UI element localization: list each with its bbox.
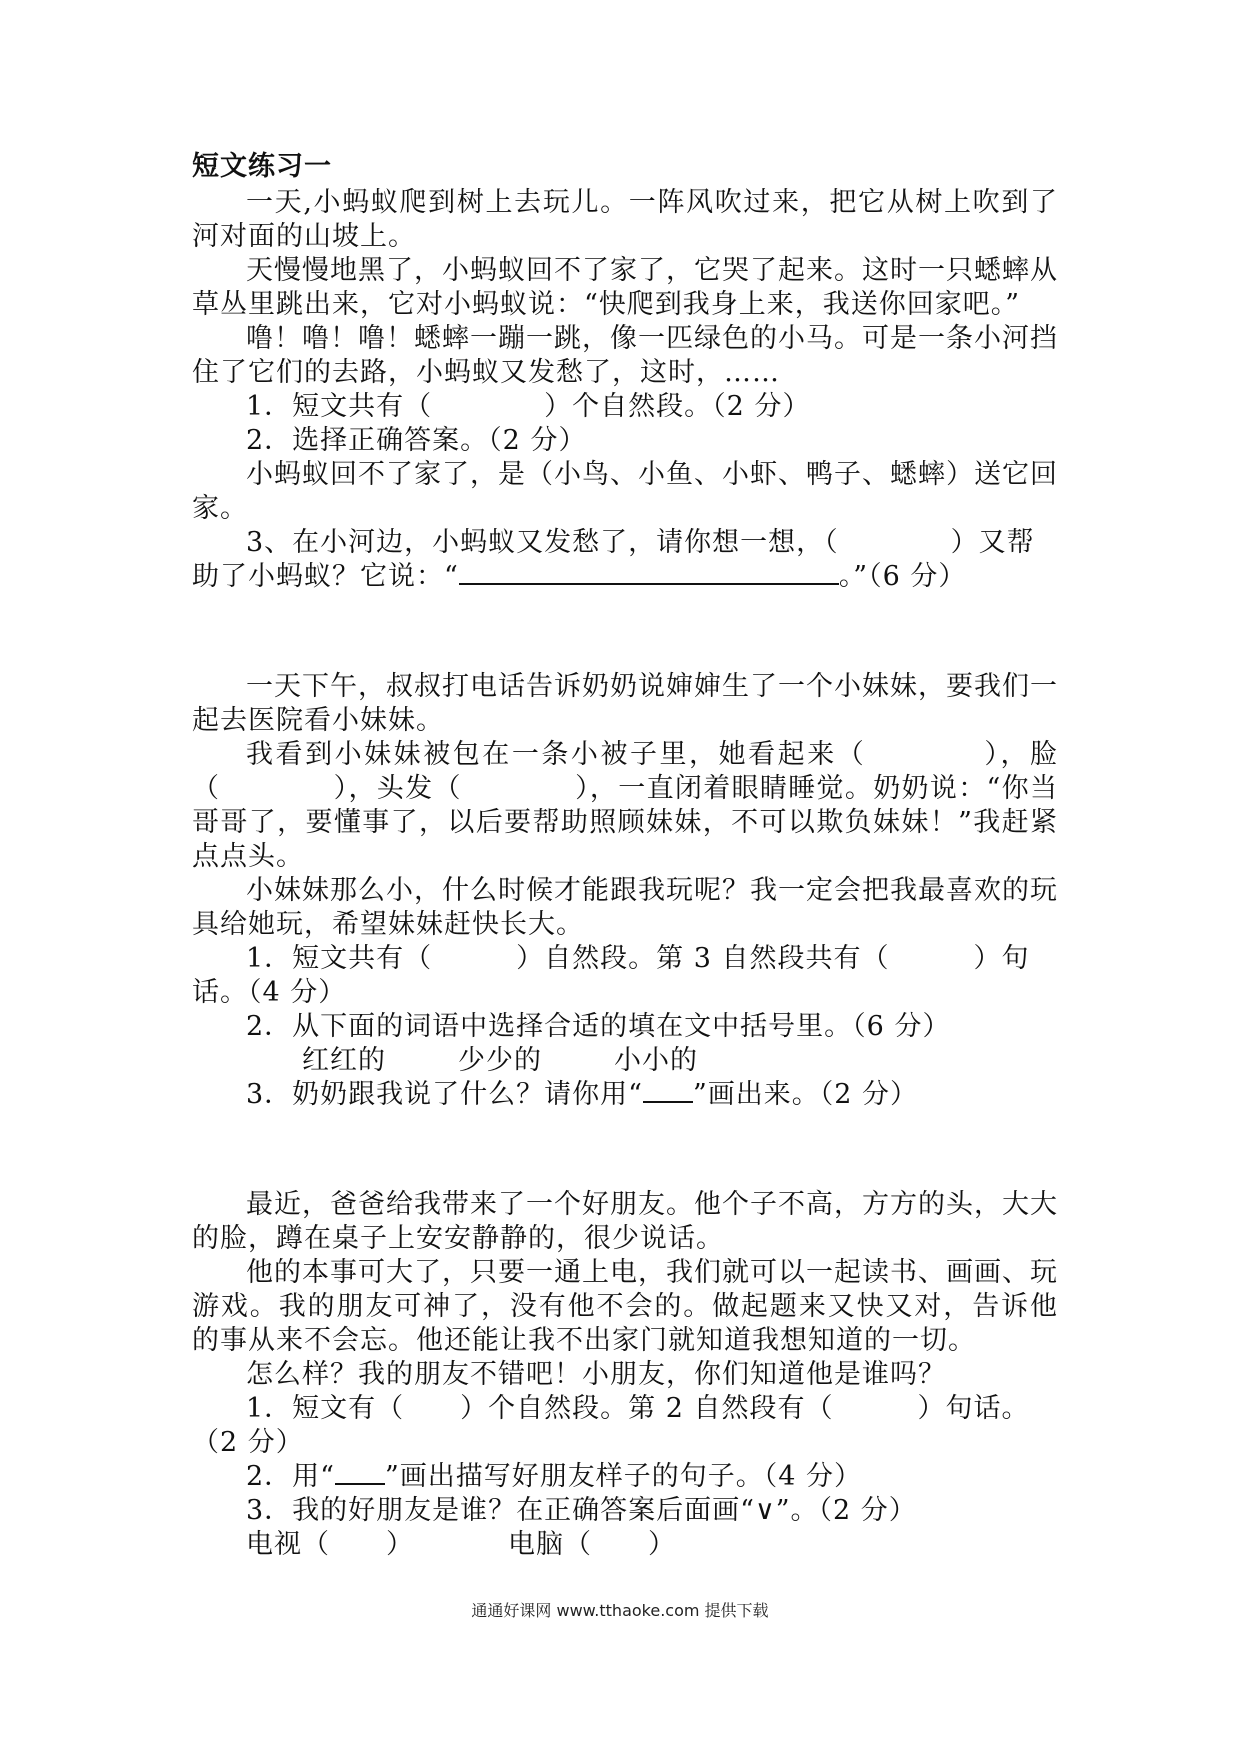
s1-question-3 xyxy=(192,526,1058,594)
word-option: 小小的 xyxy=(614,1045,698,1076)
s2-question-3-score: ”画出来。（2 分） xyxy=(692,1079,919,1110)
s2-question-1: 1．短文共有（ ）自然段。第 3 自然段共有（ ）句话。（4 分） xyxy=(192,943,1030,1008)
answer-choices xyxy=(192,1528,1058,1562)
s1-question-3-score: 。”（6 分） xyxy=(838,561,967,592)
answer-line[interactable] xyxy=(459,561,839,585)
underline-sample xyxy=(643,1079,693,1103)
s3-question-3: 3．我的好朋友是谁？在正确答案后面画“∨”。（2 分） xyxy=(246,1495,917,1526)
choice-computer[interactable]: 电脑（ ） xyxy=(508,1529,676,1560)
s3-question-2 xyxy=(192,1460,1058,1494)
worksheet xyxy=(192,150,1058,1562)
footer-credit: 通通好课网 www.tthaoke.com 提供下载 xyxy=(471,1601,769,1620)
word-option: 红红的 xyxy=(302,1045,386,1076)
s1-paragraph-1: 一天,小蚂蚁爬到树上去玩儿。一阵风吹过来，把它从树上吹到了河对面的山坡上。 xyxy=(192,187,1058,252)
s3-paragraph-1: 最近，爸爸给我带来了一个好朋友。他个子不高，方方的头，大大的脸，蹲在桌子上安安静静的，很少说话。 xyxy=(192,1189,1058,1254)
s2-question-2: 2．从下面的词语中选择合适的填在文中括号里。（6 分） xyxy=(246,1011,951,1042)
s2-paragraph-3: 小妹妹那么小，什么时候才能跟我玩呢？我一定会把我最喜欢的玩具给她玩，希望妹妹赶快长大。 xyxy=(192,875,1058,940)
s2-question-3-prompt: 3．奶奶跟我说了什么？请你用“ xyxy=(246,1079,643,1110)
underline-sample xyxy=(335,1461,385,1485)
s3-question-2-rest: ”画出描写好朋友样子的句子。（4 分） xyxy=(384,1461,863,1492)
s2-paragraph-1: 一天下午，叔叔打电话告诉奶奶说婶婶生了一个小妹妹，要我们一起去医院看小妹妹。 xyxy=(192,671,1058,736)
s3-paragraph-3: 怎么样？我的朋友不错吧！小朋友，你们知道他是谁吗？ xyxy=(246,1359,946,1390)
s2-question-3 xyxy=(192,1078,1058,1112)
s1-question-1: 1．短文共有（ ）个自然段。（2 分） xyxy=(246,391,811,422)
section-gap xyxy=(192,594,1058,670)
s1-question-2: 2．选择正确答案。（2 分） xyxy=(246,425,587,456)
word-option: 少少的 xyxy=(458,1045,542,1076)
s1-paragraph-3: 噜！噜！噜！蟋蟀一蹦一跳，像一匹绿色的小马。可是一条小河挡住了它们的去路，小蚂蚁又发愁了，这时，…… xyxy=(192,323,1058,388)
s1-paragraph-2: 天慢慢地黑了，小蚂蚁回不了家了，它哭了起来。这时一只蟋蟀从草丛里跳出来，它对小蚂蚁说：“快爬到我身上来，我送你回家吧。” xyxy=(192,255,1058,320)
choice-tv[interactable]: 电视（ ） xyxy=(246,1529,414,1560)
s2-paragraph-2: 我看到小妹妹被包在一条小被子里，她看起来（ ），脸（ ），头发（ ），一直闭着眼睛睡觉。奶奶说：“你当哥哥了，要懂事了，以后要帮助照顾妹妹，不可以欺负妹妹！”我赶紧点点头。 xyxy=(192,739,1058,872)
s3-question-1: 1．短文有（ ）个自然段。第 2 自然段有（ ）句话。（2 分） xyxy=(192,1393,1030,1458)
s1-question-2-text: 小蚂蚁回不了家了，是（小鸟、小鱼、小虾、鸭子、蟋蟀）送它回家。 xyxy=(192,459,1058,524)
page-title: 短文练习一 xyxy=(192,151,332,182)
s1-question-3-prompt: 3、在小河边，小蚂蚁又发愁了，请你想一想，（ ）又帮助了小蚂蚁？它说：“ xyxy=(192,527,1035,592)
word-options xyxy=(192,1044,1058,1078)
section-gap xyxy=(192,1112,1058,1188)
s3-question-2-prompt: 2．用“ xyxy=(246,1461,335,1492)
s3-paragraph-2: 他的本事可大了，只要一通上电，我们就可以一起读书、画画、玩游戏。我的朋友可神了，没有他不会的。做起题来又快又对，告诉他的事从来不会忘。他还能让我不出家门就知道我想知道的一切。 xyxy=(192,1257,1058,1356)
